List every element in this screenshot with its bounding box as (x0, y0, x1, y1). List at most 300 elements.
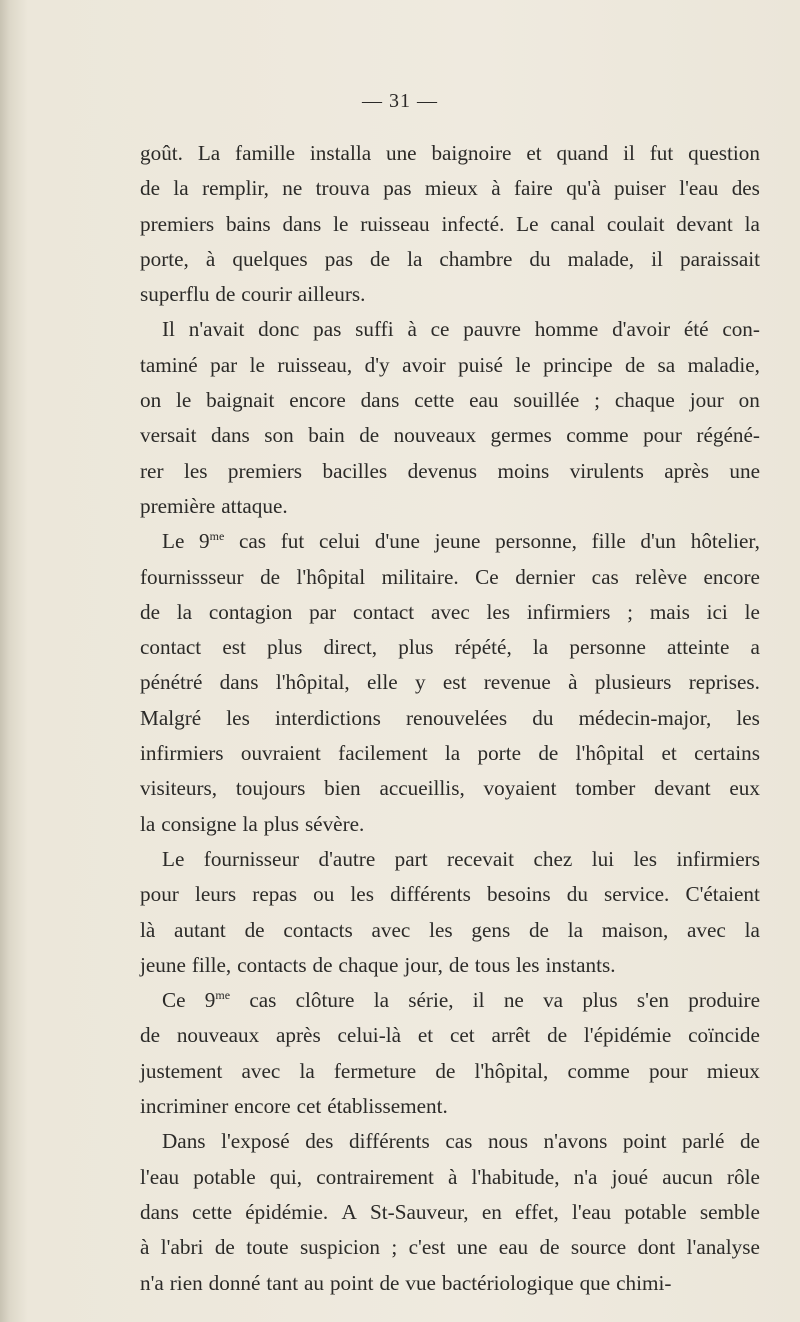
text-word: l'hôpital (296, 564, 366, 589)
text-word: d'y (364, 352, 390, 377)
text-word: direct, (323, 635, 378, 660)
text-word: autant (174, 917, 226, 942)
text-word: la (532, 635, 549, 660)
text-word: pauvre (463, 317, 521, 342)
text-word: le (515, 352, 531, 377)
text-word: l'eau (571, 1199, 612, 1224)
text-word: à (448, 1164, 458, 1189)
text-word: pas (313, 317, 342, 342)
text-word: qui, (269, 1164, 303, 1189)
text-word: militaire. (381, 564, 459, 589)
text-word: voyaient (483, 776, 557, 801)
text-word: accueillis, (379, 776, 465, 801)
text-word: pour (140, 882, 179, 907)
text-word: des (305, 1129, 334, 1154)
text-word: et (417, 1023, 434, 1048)
text-word: porte, (140, 246, 189, 271)
text-word: par (309, 599, 337, 624)
text-word: maison, (601, 917, 669, 942)
text-word: dont (637, 1235, 676, 1260)
text-word: encore (289, 388, 346, 413)
text-line (140, 842, 760, 877)
text-word: encore (234, 1094, 291, 1119)
text-word: contacts (283, 917, 353, 942)
text-word: chambre (439, 246, 513, 271)
text-word: reprises. (688, 670, 760, 695)
text-word: de (312, 952, 333, 977)
text-word: de (739, 1129, 760, 1154)
text-line (140, 807, 760, 842)
text-line (140, 771, 760, 806)
text-line (140, 1018, 760, 1053)
text-word: pas (324, 246, 353, 271)
text-word: suspicion (299, 1235, 380, 1260)
text-word: plus (398, 635, 434, 660)
text-word: de (260, 564, 281, 589)
text-word: atteinte (667, 635, 730, 660)
text-line (140, 560, 760, 595)
text-word: virulents (569, 458, 644, 483)
text-word: ou (313, 882, 335, 907)
text-word: l'analyse (686, 1235, 760, 1260)
text-word: d'autre (318, 846, 376, 871)
text-word: du (532, 705, 554, 730)
text-word: la (299, 1058, 315, 1083)
text-word: fut (280, 529, 305, 554)
text-word: pour (648, 1058, 688, 1083)
text-word: joué (611, 1164, 649, 1189)
text-word: Ce (475, 564, 499, 589)
text-word: les (736, 705, 760, 730)
text-word: d'avoir (612, 317, 671, 342)
text-word: différents (390, 882, 471, 907)
text-word: infirmiers (676, 846, 760, 871)
text-word: il (651, 246, 663, 271)
text-word: une (729, 458, 760, 483)
text-word: on (140, 388, 162, 413)
text-word: dans (140, 1199, 179, 1224)
text-word: Ce (162, 988, 186, 1013)
text-word: et (526, 141, 542, 165)
text-word: potable (624, 1199, 687, 1224)
text-word: infecté. (441, 211, 505, 236)
text-word: les (183, 458, 208, 483)
text-word: cet (296, 1094, 322, 1119)
text-word: renouvelées (405, 705, 508, 730)
text-word: dans (210, 423, 250, 448)
text-word: c'est (408, 1235, 446, 1260)
text-word: cette (414, 388, 455, 413)
text-word: infirmiers (526, 599, 611, 624)
text-word: à (140, 1235, 150, 1260)
text-word: jeune (140, 952, 186, 977)
text-word: con- (722, 317, 760, 342)
text-word: eau (469, 388, 499, 413)
text-word: mais (649, 599, 690, 624)
text-word: justement (140, 1058, 223, 1083)
text-word: repas (252, 882, 297, 907)
text-line (140, 136, 760, 171)
text-word: hôtelier, (690, 529, 760, 554)
text-word: rer (140, 458, 164, 483)
text-word: superflu (140, 282, 210, 307)
text-word: revenue (483, 670, 551, 695)
text-word: après (664, 458, 709, 483)
text-word: fournissseur (140, 564, 244, 589)
text-word: plus (582, 988, 618, 1013)
text-word: de (140, 599, 160, 624)
text-word: fournisseur (203, 846, 300, 871)
text-word: à (407, 317, 417, 342)
text-word: les (350, 882, 374, 907)
text-word: épidémie. (245, 1199, 329, 1224)
text-word: service. (604, 882, 670, 907)
page-number: — 31 — (362, 90, 438, 112)
text-word: point (622, 1129, 667, 1154)
text-word: recevait (447, 846, 515, 871)
text-word: goût. (140, 141, 183, 165)
text-word: de (140, 1023, 160, 1048)
text-word: série, (408, 988, 454, 1013)
text-word: l'exposé (221, 1129, 290, 1154)
text-word: l'hôpital, (474, 1058, 549, 1083)
text-word: premiers (140, 211, 215, 236)
text-word: moins (497, 458, 550, 483)
text-word: à (568, 670, 578, 695)
text-word: contrairement (316, 1164, 434, 1189)
text-word: toujours (235, 776, 306, 801)
text-word: certains (694, 741, 760, 766)
text-line (140, 665, 760, 700)
text-word: première (140, 493, 216, 518)
text-word: jour, (404, 952, 443, 977)
text-word: rien (169, 1270, 203, 1295)
text-word: incriminer (140, 1094, 229, 1119)
text-word: question (688, 141, 760, 165)
text-word: ; (391, 1235, 398, 1260)
text-word: pour (643, 423, 682, 448)
text-word: ce (430, 317, 450, 342)
text-word: plus (267, 635, 303, 660)
text-word: lui (591, 846, 615, 871)
text-line (140, 348, 760, 383)
superscript: me (215, 988, 231, 1003)
text-word: que (579, 1270, 611, 1295)
text-word: la (567, 917, 583, 942)
text-word: quand (556, 141, 609, 165)
text-word: de (539, 1235, 560, 1260)
text-word: effet, (515, 1199, 559, 1224)
text-word: baignoire (431, 141, 512, 165)
text-word: celui-là (337, 1023, 402, 1048)
text-word: maladie, (687, 352, 760, 377)
text-word: courir (241, 282, 292, 307)
text-word: sa (657, 352, 676, 377)
text-word: contact (140, 635, 202, 660)
text-word: à (491, 176, 501, 201)
text-word: St-Sauveur, (369, 1199, 469, 1224)
text-word: besoins (487, 882, 551, 907)
text-word: différents (348, 1129, 430, 1154)
text-word: aucun (662, 1164, 713, 1189)
text-word: il (472, 988, 485, 1013)
text-word: La (197, 141, 221, 165)
text-word: s'en (636, 988, 669, 1013)
text-word: n'avait (188, 317, 245, 342)
text-word: bains (225, 211, 271, 236)
text-line (140, 701, 760, 736)
text-word: homme (534, 317, 599, 342)
text-word: la (176, 599, 193, 624)
text-word: contact (352, 599, 415, 624)
text-word: cette (192, 1199, 233, 1224)
text-word: nouveaux (176, 1023, 260, 1048)
text-line (140, 1230, 760, 1265)
text-word: consigne (161, 811, 237, 836)
text-word: elle (367, 670, 398, 695)
text-word: ; (627, 599, 634, 624)
text-word: régéné- (696, 423, 760, 448)
text-word: eux (729, 776, 760, 801)
text-word: d'une (374, 529, 420, 554)
text-word: les (429, 917, 453, 942)
text-word: arrêt (491, 1023, 531, 1048)
text-word: n'avons (543, 1129, 608, 1154)
text-word: les (516, 952, 540, 977)
text-word: de (214, 1235, 235, 1260)
text-word: l'hôpital, (275, 670, 350, 695)
text-word: donné (208, 1270, 261, 1295)
text-word: visiteurs, (140, 776, 218, 801)
text-word: dernier (515, 564, 576, 589)
text-line (140, 1266, 760, 1301)
text-word: comme (566, 423, 629, 448)
text-word: de (244, 917, 265, 942)
text-word: la (407, 246, 423, 271)
text-word: la (444, 741, 461, 766)
text-word: dans (282, 211, 322, 236)
text-word: dans (219, 670, 259, 695)
text-word: Le (162, 529, 185, 554)
text-word: de (359, 423, 380, 448)
text-word: l'hôpital (575, 741, 645, 766)
text-word: là (140, 917, 156, 942)
text-line (140, 595, 760, 630)
text-word: fille, (191, 952, 232, 977)
text-line (140, 913, 760, 948)
text-word: la (173, 176, 189, 201)
text-word: part (394, 846, 428, 871)
text-word: les (633, 846, 658, 871)
text-word: fille (591, 529, 626, 554)
text-word: leurs (194, 882, 237, 907)
text-word: son (264, 423, 294, 448)
text-word: Le (516, 211, 539, 236)
text-line (140, 983, 760, 1018)
text-word: d'un (640, 529, 677, 554)
text-word: la (140, 811, 156, 836)
text-word: premiers (227, 458, 303, 483)
superscript: me (209, 529, 225, 544)
text-word: bacilles (322, 458, 388, 483)
text-word: malade, (567, 246, 635, 271)
body-text (140, 136, 760, 1301)
text-word: a (750, 635, 760, 660)
text-word: avec (371, 917, 411, 942)
text-word: devenus (407, 458, 478, 483)
text-word: cas (249, 988, 277, 1013)
text-word: jour (689, 388, 724, 413)
text-word: puiser (614, 176, 666, 201)
text-word: ne (503, 988, 524, 1013)
text-word: de (379, 1270, 400, 1295)
text-word: personne, (495, 529, 577, 554)
text-word: interdictions (274, 705, 381, 730)
text-word: porte (477, 741, 522, 766)
text-word: mieux (706, 1058, 760, 1083)
text-word: ailleurs. (297, 282, 366, 307)
text-word: jeune (434, 529, 481, 554)
text-word: C'étaient (685, 882, 760, 907)
text-word: Il (162, 317, 175, 342)
text-word: paraissait (679, 246, 760, 271)
text-word: tous (474, 952, 511, 977)
text-word: bien (324, 776, 361, 801)
text-line (140, 736, 760, 771)
text-word: tant (266, 1270, 299, 1295)
text-word: de (370, 246, 391, 271)
text-word: plus (263, 811, 300, 836)
text-word: n'a (573, 1164, 598, 1189)
text-word: de (435, 1058, 456, 1083)
text-word: puisé (458, 352, 503, 377)
text-word: pénétré (140, 670, 203, 695)
text-word: ruisseau (360, 211, 430, 236)
text-word: encore (703, 564, 760, 589)
text-word: la (373, 988, 389, 1013)
text-word: souillée (513, 388, 580, 413)
text-word: après (276, 1023, 321, 1048)
text-word: chez (533, 846, 573, 871)
text-word: canal (550, 211, 596, 236)
text-word: instants. (545, 952, 616, 977)
text-word: ruisseau, (277, 352, 353, 377)
text-word: taminé (140, 352, 198, 377)
text-word: pas (383, 176, 412, 201)
text-word: facilement (338, 741, 428, 766)
text-word: de (547, 1023, 568, 1048)
text-word: devant (676, 211, 733, 236)
text-line (140, 1054, 760, 1089)
text-word: personne (569, 635, 646, 660)
text-line (140, 948, 760, 983)
text-line (140, 1195, 760, 1230)
text-word: Dans (162, 1129, 206, 1154)
text-word: comme (567, 1058, 630, 1083)
text-word: est (442, 670, 467, 695)
text-word: répété, (454, 635, 512, 660)
text-line (140, 1089, 760, 1124)
text-word: source (570, 1235, 627, 1260)
text-word: vue (405, 1270, 436, 1295)
text-word: famille (235, 141, 296, 165)
text-word: les (226, 705, 250, 730)
text-word: de (528, 917, 549, 942)
text-word: remplir, (202, 176, 269, 201)
text-word: potable (193, 1164, 256, 1189)
text-word: ici (706, 599, 728, 624)
text-word: le (176, 388, 192, 413)
text-word: $9^{me}$ (199, 529, 225, 554)
text-line (140, 207, 760, 242)
text-word: à (205, 246, 216, 271)
text-line (140, 489, 760, 524)
text-line (140, 171, 760, 206)
text-line (140, 524, 760, 559)
text-word: attaque. (221, 493, 288, 518)
text-word: va (543, 988, 564, 1013)
text-word: de (624, 352, 645, 377)
text-word: sévère. (304, 811, 365, 836)
text-word: avec (687, 917, 726, 942)
text-word: l'abri (160, 1235, 204, 1260)
text-word: une (385, 141, 417, 165)
text-word: de (538, 741, 559, 766)
text-word: produire (688, 988, 760, 1013)
text-word: fut (649, 141, 674, 165)
text-word: la (744, 917, 760, 942)
text-word: avec (241, 1058, 281, 1083)
text-word: médecin-major, (578, 705, 712, 730)
text-word: par (210, 352, 238, 377)
text-word: avoir (402, 352, 446, 377)
text-word: clôture (295, 988, 355, 1013)
text-word: devant (654, 776, 711, 801)
text-word: le (744, 599, 760, 624)
text-word: eau (498, 1235, 529, 1260)
text-word: de (448, 952, 469, 977)
text-word: Le (162, 846, 185, 871)
text-word: germes (490, 423, 552, 448)
text-word: fermeture (333, 1058, 417, 1083)
text-word: $9^{me}$ (204, 988, 231, 1013)
text-word: cet (449, 1023, 475, 1048)
text-word: contacts (237, 952, 307, 977)
text-word: parlé (682, 1129, 725, 1154)
text-word: contagion (208, 599, 293, 624)
text-word: des (731, 176, 760, 201)
text-word: avec (430, 599, 470, 624)
text-word: gens (471, 917, 511, 942)
text-word: cas (445, 1129, 473, 1154)
text-word: l'eau (679, 176, 719, 201)
text-word: bain (308, 423, 345, 448)
text-word: donc (258, 317, 300, 342)
text-word: la (242, 811, 258, 836)
text-line (140, 383, 760, 418)
text-word: cas (239, 529, 267, 554)
text-word: la (744, 211, 760, 236)
text-word: été (683, 317, 709, 342)
text-word: y (414, 670, 426, 695)
text-word: chaque (614, 388, 675, 413)
text-word: Malgré (140, 705, 202, 730)
text-word: cas (591, 564, 619, 589)
text-word: l'épidémie (583, 1023, 672, 1048)
text-word: l'habitude, (471, 1164, 560, 1189)
text-word: est (222, 635, 246, 660)
text-word: coïncide (688, 1023, 760, 1048)
